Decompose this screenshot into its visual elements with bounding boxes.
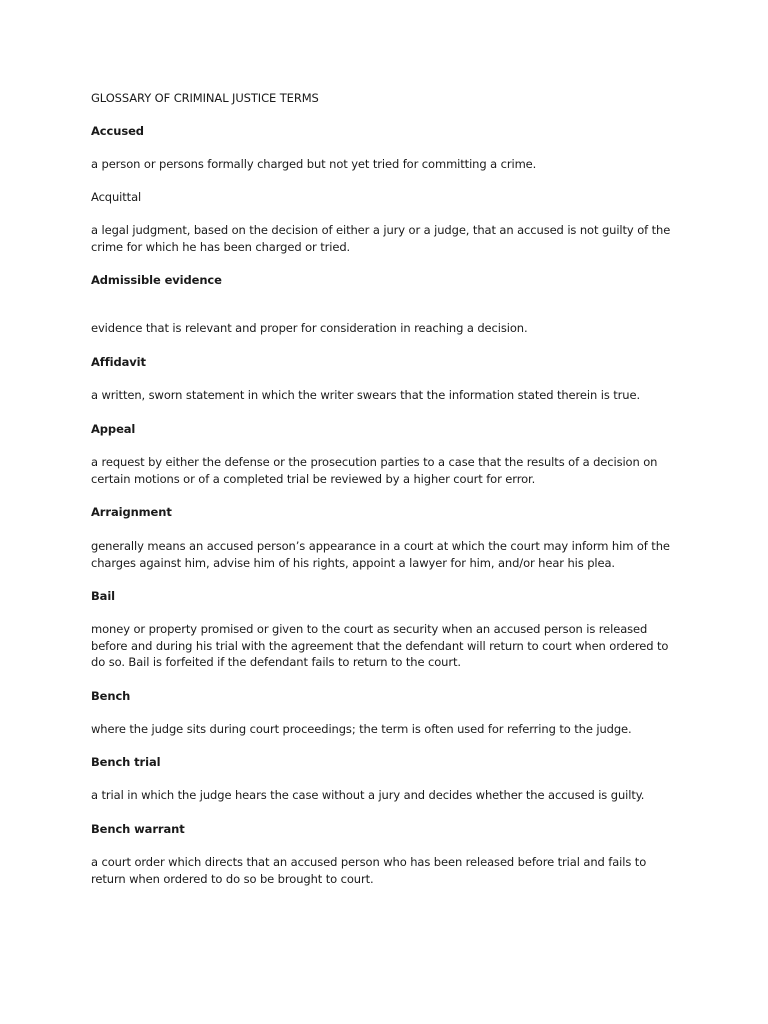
definition-line: before and during his trial with the agreement that the defendant will return to court when ordered to [91, 638, 669, 653]
term-bench-trial: Bench trial [91, 755, 161, 769]
term-appeal: Appeal [91, 422, 136, 436]
definition-line: a person or persons formally charged but not yet tried for committing a crime. [91, 157, 537, 171]
definition-accused [91, 156, 691, 173]
definition-line: crime for which he has been charged or tried. [91, 239, 351, 254]
definition-appeal [91, 454, 691, 487]
definition-line: certain motions or of a completed trial be reviewed by a higher court for error. [91, 471, 536, 486]
definition-bench [91, 721, 691, 738]
definition-line: a written, sworn statement in which the writer swears that the information stated therein is true. [91, 388, 641, 402]
definition-line: generally means an accused person’s appearance in a court at which the court may inform him of the [91, 539, 670, 553]
definition-line: money or property promised or given to the court as security when an accused person is released [91, 622, 648, 636]
document-title: GLOSSARY OF CRIMINAL JUSTICE TERMS [91, 91, 319, 105]
definition-line: return when ordered to do so be brought to court. [91, 871, 374, 886]
definition-arraignment [91, 538, 691, 571]
definition-line: do so. Bail is forfeited if the defendant fails to return to the court. [91, 655, 461, 669]
definition-line: evidence that is relevant and proper for consideration in reaching a decision. [91, 321, 528, 335]
definition-acquittal [91, 222, 691, 255]
definition-line: charges against him, advise him of his rights, appoint a lawyer for him, and/or hear his plea. [91, 555, 615, 570]
term-accused: Accused [91, 124, 144, 138]
term-admissible-evidence: Admissible evidence [91, 273, 222, 287]
definition-line: where the judge sits during court proceedings; the term is often used for referring to the judge. [91, 722, 632, 736]
definition-line: a court order which directs that an accused person who has been released before trial and fails to [91, 855, 647, 869]
term-bench: Bench [91, 689, 131, 703]
definition-bail [91, 621, 691, 671]
term-arraignment: Arraignment [91, 505, 172, 519]
term-acquittal: Acquittal [91, 190, 142, 204]
definition-affidavit [91, 387, 691, 404]
definition-line: a legal judgment, based on the decision of either a jury or a judge, that an accused is not guilty of the [91, 223, 671, 237]
term-bench-warrant: Bench warrant [91, 822, 185, 836]
definition-bench-trial [91, 787, 691, 804]
definition-line: a trial in which the judge hears the case without a jury and decides whether the accused is guilty. [91, 788, 645, 802]
term-affidavit: Affidavit [91, 355, 146, 369]
definition-bench-warrant [91, 854, 691, 887]
definition-line: a request by either the defense or the prosecution parties to a case that the results of a decision on [91, 455, 658, 469]
term-bail: Bail [91, 589, 116, 603]
definition-admissible-evidence [91, 320, 691, 337]
